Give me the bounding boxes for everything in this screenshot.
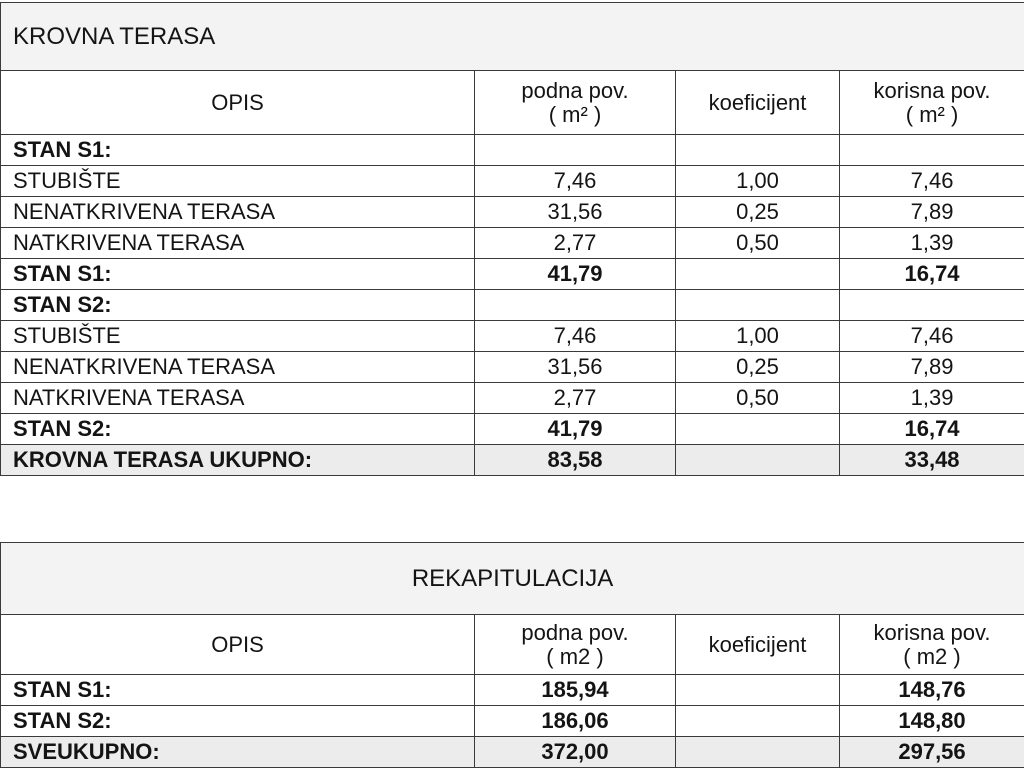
header-koeficijent: koeficijent: [676, 615, 840, 675]
header-korisna-line2: ( m2 ): [903, 643, 961, 669]
table-row: [1, 321, 1024, 352]
row-koef: 0,50: [676, 383, 840, 414]
row-podna: 186,06: [475, 706, 676, 737]
row-podna: [475, 290, 676, 321]
header-koeficijent: koeficijent: [676, 71, 840, 135]
table-row: [1, 228, 1024, 259]
header-korisna-line1: korisna pov.: [873, 78, 991, 104]
row-koef: [676, 737, 840, 768]
row-korisna: 148,80: [840, 706, 1024, 737]
row-korisna: 7,89: [840, 197, 1024, 228]
row-opis: STUBIŠTE: [1, 321, 475, 352]
row-opis: NATKRIVENA TERASA: [1, 383, 475, 414]
header-opis: OPIS: [1, 71, 475, 135]
header-korisna-pov: [840, 71, 1024, 135]
row-podna: 31,56: [475, 197, 676, 228]
header-podna-line2: ( m² ): [548, 101, 602, 127]
row-opis: NENATKRIVENA TERASA: [1, 352, 475, 383]
row-podna: 31,56: [475, 352, 676, 383]
row-koef: 1,00: [676, 321, 840, 352]
header-podna-pov: [475, 615, 676, 675]
row-korisna: 297,56: [840, 737, 1024, 768]
row-korisna: 1,39: [840, 228, 1024, 259]
table-title: KROVNA TERASA: [1, 3, 1024, 71]
header-podna-pov: [475, 71, 676, 135]
table-row: [1, 166, 1024, 197]
row-podna: 7,46: [475, 321, 676, 352]
row-opis: STAN S2:: [1, 414, 475, 445]
row-podna: [475, 135, 676, 166]
row-koef: [676, 259, 840, 290]
table-header-row: [1, 615, 1024, 675]
row-podna: 7,46: [475, 166, 676, 197]
table-row: [1, 290, 1024, 321]
row-opis: SVEUKUPNO:: [1, 737, 475, 768]
row-podna: 83,58: [475, 445, 676, 476]
row-koef: 0,25: [676, 197, 840, 228]
row-koef: [676, 414, 840, 445]
total-row: [1, 737, 1024, 768]
row-koef: [676, 445, 840, 476]
total-row: [1, 445, 1024, 476]
table-row: [1, 706, 1024, 737]
row-podna: 41,79: [475, 259, 676, 290]
row-podna: 2,77: [475, 228, 676, 259]
row-koef: 0,50: [676, 228, 840, 259]
row-podna: 372,00: [475, 737, 676, 768]
row-opis: NATKRIVENA TERASA: [1, 228, 475, 259]
row-opis: STAN S1:: [1, 259, 475, 290]
row-korisna: 7,46: [840, 166, 1024, 197]
row-korisna: 1,39: [840, 383, 1024, 414]
row-opis: STAN S2:: [1, 290, 475, 321]
row-korisna: 33,48: [840, 445, 1024, 476]
table-row: [1, 197, 1024, 228]
row-koef: [676, 135, 840, 166]
header-podna-line2: ( m2 ): [546, 643, 604, 669]
table-title-row: [1, 3, 1024, 71]
row-koef: [676, 706, 840, 737]
header-podna-line1: podna pov.: [521, 620, 629, 646]
table-title-row: [1, 543, 1024, 615]
rekapitulacija-table: [0, 542, 1024, 768]
header-podna-line1: podna pov.: [521, 78, 629, 104]
row-opis: STUBIŠTE: [1, 166, 475, 197]
table-header-row: [1, 71, 1024, 135]
row-korisna: 148,76: [840, 675, 1024, 706]
row-koef: [676, 675, 840, 706]
row-podna: 185,94: [475, 675, 676, 706]
row-podna: 41,79: [475, 414, 676, 445]
row-opis: KROVNA TERASA UKUPNO:: [1, 445, 475, 476]
row-korisna: [840, 135, 1024, 166]
table-row: [1, 352, 1024, 383]
row-korisna: 16,74: [840, 414, 1024, 445]
subtotal-row: [1, 259, 1024, 290]
row-korisna: 16,74: [840, 259, 1024, 290]
krovna-terasa-table: [0, 2, 1024, 476]
table-title: REKAPITULACIJA: [1, 543, 1024, 615]
row-koef: 0,25: [676, 352, 840, 383]
row-korisna: 7,89: [840, 352, 1024, 383]
row-koef: 1,00: [676, 166, 840, 197]
row-korisna: [840, 290, 1024, 321]
table-row: [1, 135, 1024, 166]
row-opis: NENATKRIVENA TERASA: [1, 197, 475, 228]
table-row: [1, 383, 1024, 414]
row-opis: STAN S2:: [1, 706, 475, 737]
header-korisna-line2: ( m² ): [905, 101, 959, 127]
row-podna: 2,77: [475, 383, 676, 414]
row-opis: STAN S1:: [1, 135, 475, 166]
header-korisna-line1: korisna pov.: [873, 620, 991, 646]
header-opis: OPIS: [1, 615, 475, 675]
row-koef: [676, 290, 840, 321]
row-opis: STAN S1:: [1, 675, 475, 706]
table-row: [1, 675, 1024, 706]
subtotal-row: [1, 414, 1024, 445]
row-korisna: 7,46: [840, 321, 1024, 352]
header-korisna-pov: [840, 615, 1024, 675]
